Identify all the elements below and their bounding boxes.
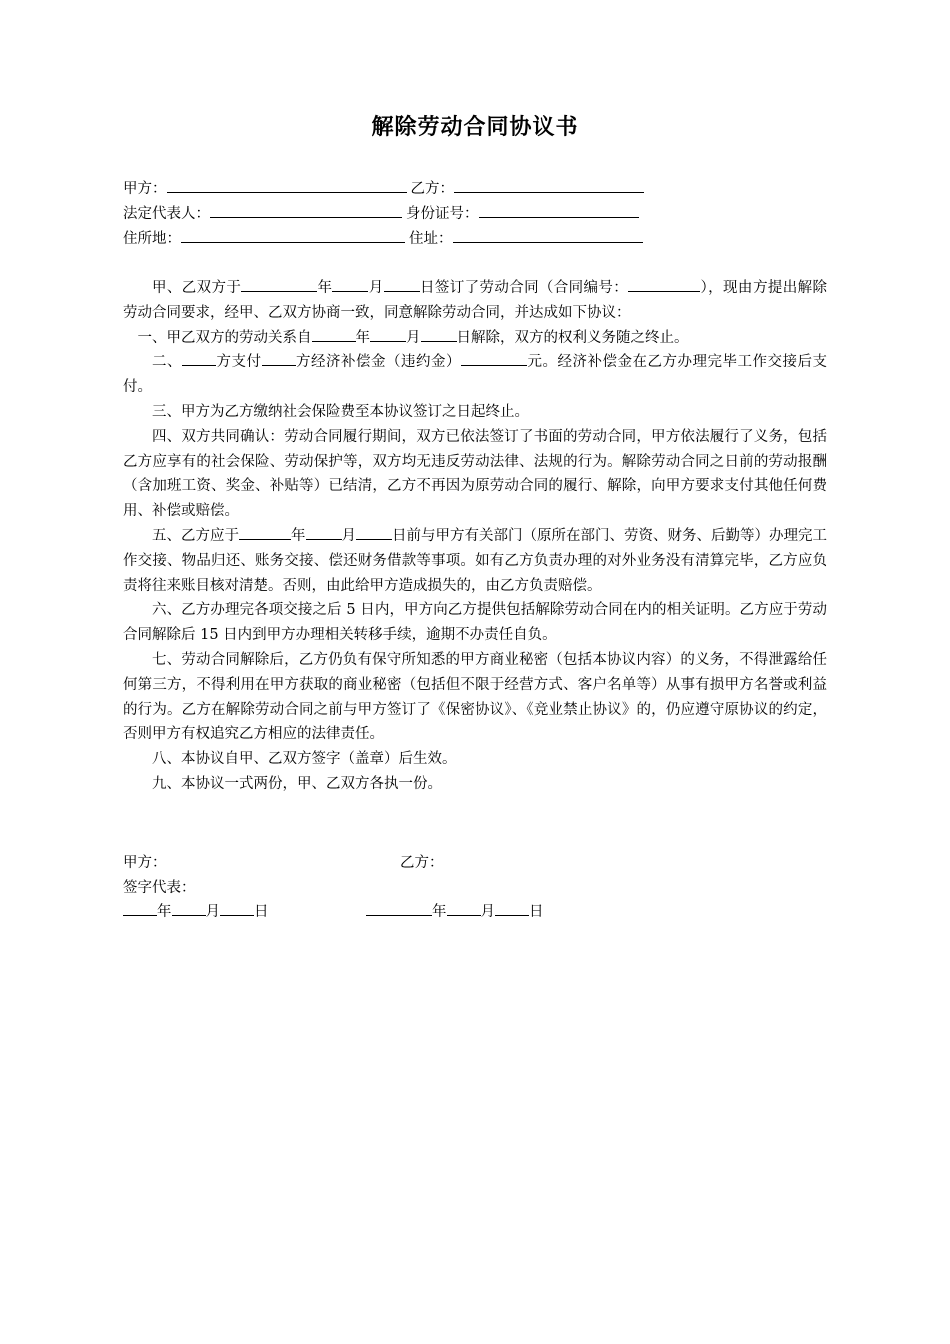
signature-signer: 签字代表： xyxy=(123,880,196,896)
payer-blank[interactable] xyxy=(182,350,216,366)
sign-month-blank[interactable] xyxy=(332,276,368,292)
address-blank[interactable] xyxy=(453,227,643,243)
signature-date-a: 年 月 日 xyxy=(123,900,269,921)
clause-7: 七、劳动合同解除后，乙方仍负有保守所知悉的甲方商业秘密（包括本协议内容）的义务，不得泄露给任何第三方，不得利用在甲方获取的商业秘密（包括但不限于经营方式、客户名单等）从事有损甲方名誉或利益的行为。乙方在解除劳动合同之前与甲方签订了《保密协议》、《竞业禁止协议》的，仍应遵守原协议的约定，否则甲方有权追究乙方相应的法律责任。 xyxy=(123,651,827,743)
clause-5: 五、乙方应于 年 月 日前与甲方有关部门（原所在部门、劳资、财务、后勤等）办理完工作交接、物品归还、账务交接、偿还财务借款等事项。如有乙方负责办理的对外业务没有清算完毕，乙方应负责将往来账目核对清楚。否则，由此给甲方造成损失的，由乙方负责赔偿。 xyxy=(123,524,827,598)
document-title: 解除劳动合同协议书 xyxy=(371,115,579,140)
terminate-year-blank[interactable] xyxy=(312,326,356,342)
agreement-body xyxy=(123,276,827,797)
date-b-year-blank[interactable] xyxy=(366,900,432,916)
residence-label: 住所地： xyxy=(123,231,181,247)
date-b-day-blank[interactable] xyxy=(495,900,529,916)
clause-4: 四、双方共同确认：劳动合同履行期间，双方已依法签订了书面的劳动合同，甲方依法履行了义务，包括乙方应享有的社会保险、劳动保护等，双方均无违反劳动法律、法规的行为。解除劳动合同之日前的劳动报酬（含加班工资、奖金、补贴等）已结清，乙方不再因为原劳动合同的履行、解除，向甲方要求支付其他任何费用、补偿或赔偿。 xyxy=(123,428,827,520)
sign-year-blank[interactable] xyxy=(241,276,317,292)
terminate-day-blank[interactable] xyxy=(421,326,457,342)
clause-6: 六、乙方办理完各项交接之后 5 日内，甲方向乙方提供包括解除劳动合同在内的相关证明。乙方应于劳动合同解除后 15 日内到甲方办理相关转移手续，逾期不办责任自负。 xyxy=(123,602,827,644)
id-number-blank[interactable] xyxy=(479,202,639,218)
clause-3: 三、甲方为乙方缴纳社会保险费至本协议签订之日起终止。 xyxy=(152,403,529,420)
legal-rep-label: 法定代表人： xyxy=(123,206,210,222)
header-row-1 xyxy=(123,177,644,202)
signature-party-a: 甲方： xyxy=(123,855,167,871)
clause-9: 九、本协议一式两份，甲、乙双方各执一份。 xyxy=(152,775,442,792)
party-b-blank[interactable] xyxy=(454,177,644,193)
intro-paragraph: 甲、乙双方于 年 月 日签订了劳动合同（合同编号： ），现由方提出解除劳动合同要求，经甲、乙双方协商一致，同意解除劳动合同，并达成如下协议： xyxy=(123,276,827,326)
header-row-3 xyxy=(123,227,643,252)
contract-number-blank[interactable] xyxy=(628,276,700,292)
handover-month-blank[interactable] xyxy=(306,524,342,540)
handover-day-blank[interactable] xyxy=(356,524,392,540)
signature-party-b: 乙方： xyxy=(400,855,444,871)
clause-8: 八、本协议自甲、乙双方签字（盖章）后生效。 xyxy=(152,751,457,768)
sign-day-blank[interactable] xyxy=(384,276,420,292)
handover-year-blank[interactable] xyxy=(239,524,291,540)
legal-rep-blank[interactable] xyxy=(210,202,402,218)
id-number-label: 身份证号： xyxy=(406,206,479,222)
party-b-label: 乙方： xyxy=(410,181,454,197)
clause-2: 二、 方支付 方经济补偿金（违约金） 元。经济补偿金在乙方办理完毕工作交接后支付。 xyxy=(123,350,827,400)
terminate-month-blank[interactable] xyxy=(370,326,406,342)
residence-blank[interactable] xyxy=(181,227,405,243)
clause-1: 一、甲乙双方的劳动关系自 年 月 日解除，双方的权利义务随之终止。 xyxy=(123,326,827,351)
header-row-2 xyxy=(123,202,639,227)
compensation-amount-blank[interactable] xyxy=(461,350,527,366)
party-a-label: 甲方： xyxy=(123,181,167,197)
date-a-day-blank[interactable] xyxy=(220,900,254,916)
address-label: 住址： xyxy=(409,231,453,247)
date-a-year-blank[interactable] xyxy=(123,900,157,916)
signature-date-b: 年 月 日 xyxy=(366,900,544,921)
date-a-month-blank[interactable] xyxy=(172,900,206,916)
party-a-blank[interactable] xyxy=(167,177,407,193)
date-b-month-blank[interactable] xyxy=(447,900,481,916)
payee-blank[interactable] xyxy=(262,350,296,366)
